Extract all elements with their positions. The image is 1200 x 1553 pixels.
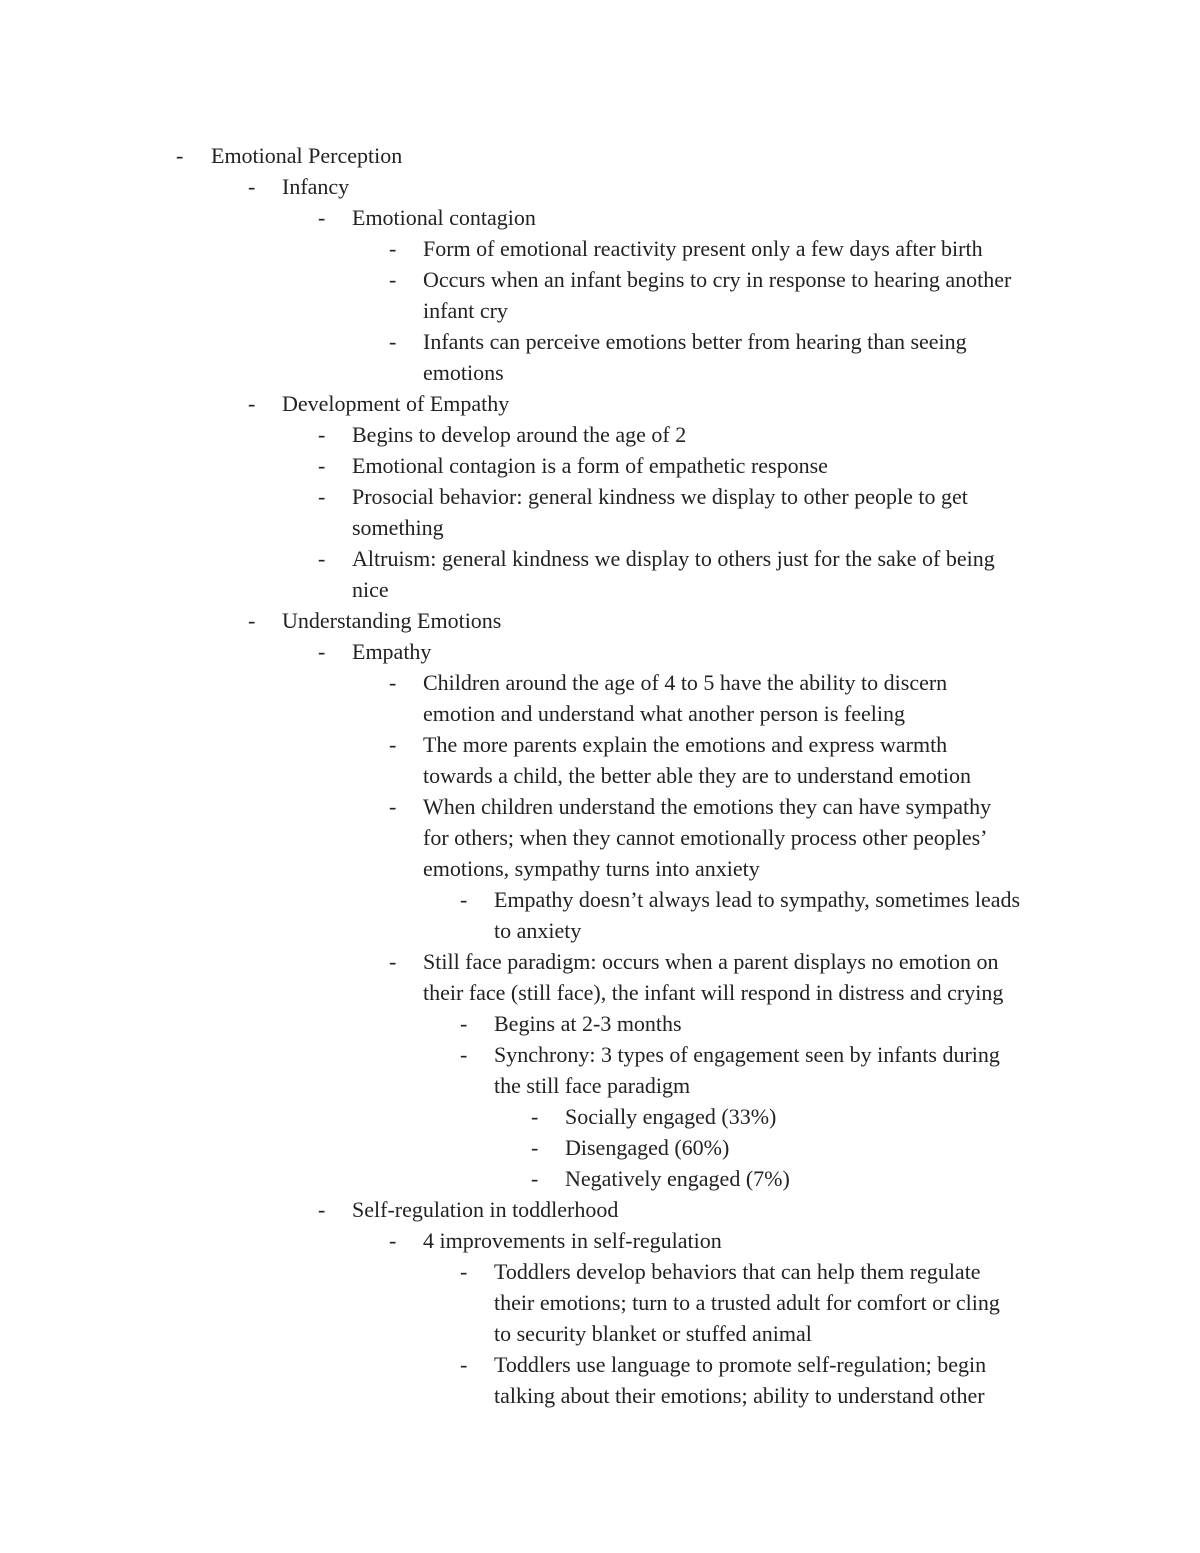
outline-text: Altruism: general kindness we display to others just for the sake of being: [352, 546, 995, 571]
outline-line: [0, 946, 1200, 977]
outline-text: Infants can perceive emotions better from hearing than seeing: [423, 329, 967, 354]
bullet-dash: -: [318, 1197, 326, 1222]
outline-line: [0, 791, 1200, 822]
outline-text: Prosocial behavior: general kindness we display to other people to get: [352, 484, 968, 509]
bullet-dash: -: [318, 205, 326, 230]
outline-continuation-line: [0, 574, 1200, 605]
outline-text: emotion and understand what another person is feeling: [423, 701, 906, 726]
outline-continuation-line: [0, 853, 1200, 884]
outline-line: [0, 481, 1200, 512]
bullet-dash: -: [318, 546, 326, 571]
bullet-dash: -: [460, 1011, 468, 1036]
outline-item: [0, 419, 1200, 450]
bullet-dash: -: [248, 174, 256, 199]
outline-text: Empathy: [352, 639, 432, 664]
outline-text: to anxiety: [494, 918, 582, 943]
document-page: [0, 140, 1200, 1411]
outline-text: nice: [352, 577, 389, 602]
outline-text: Infancy: [282, 174, 350, 199]
outline-line: [0, 1349, 1200, 1380]
outline-item: [0, 326, 1200, 388]
outline-item: [0, 884, 1200, 946]
outline-line: [0, 450, 1200, 481]
outline-item: [0, 636, 1200, 667]
bullet-dash: -: [176, 143, 184, 168]
outline-item: [0, 1194, 1200, 1225]
outline-continuation-line: [0, 760, 1200, 791]
outline-text: towards a child, the better able they are to understand emotion: [423, 763, 971, 788]
bullet-dash: -: [389, 1228, 397, 1253]
outline-line: [0, 1194, 1200, 1225]
outline-item: [0, 605, 1200, 636]
outline-text: Occurs when an infant begins to cry in response to hearing another: [423, 267, 1012, 292]
outline-item: [0, 1256, 1200, 1349]
outline-line: [0, 1132, 1200, 1163]
outline-text: emotions, sympathy turns into anxiety: [423, 856, 760, 881]
bullet-dash: -: [389, 732, 397, 757]
outline-text: Children around the age of 4 to 5 have the ability to discern: [423, 670, 948, 695]
outline-item: [0, 543, 1200, 605]
bullet-dash: -: [460, 1352, 468, 1377]
outline-item: [0, 264, 1200, 326]
outline-line: [0, 140, 1200, 171]
outline-line: [0, 171, 1200, 202]
outline-text: Still face paradigm: occurs when a parent displays no emotion on: [423, 949, 999, 974]
bullet-dash: -: [389, 267, 397, 292]
bullet-dash: -: [531, 1135, 539, 1160]
bullet-dash: -: [531, 1104, 539, 1129]
outline-item: [0, 1349, 1200, 1411]
outline-item: [0, 791, 1200, 884]
outline-line: [0, 1163, 1200, 1194]
outline-continuation-line: [0, 915, 1200, 946]
bullet-dash: -: [460, 887, 468, 912]
outline-text: talking about their emotions; ability to understand other: [494, 1383, 985, 1408]
outline-item: [0, 1225, 1200, 1256]
outline-text: Disengaged (60%): [565, 1135, 730, 1160]
outline-text: for others; when they cannot emotionally process other peoples’: [423, 825, 988, 850]
outline-text: Synchrony: 3 types of engagement seen by infants during: [494, 1042, 1000, 1067]
outline-line: [0, 326, 1200, 357]
outline-line: [0, 1225, 1200, 1256]
outline-text: Begins to develop around the age of 2: [352, 422, 687, 447]
outline-text: Toddlers develop behaviors that can help them regulate: [494, 1259, 981, 1284]
outline-text: Emotional contagion is a form of empathetic response: [352, 453, 828, 478]
outline-line: [0, 543, 1200, 574]
outline-item: [0, 202, 1200, 233]
outline-line: [0, 729, 1200, 760]
outline-item: [0, 946, 1200, 1008]
outline-continuation-line: [0, 1380, 1200, 1411]
outline-line: [0, 1008, 1200, 1039]
bullet-dash: -: [318, 484, 326, 509]
outline-text: the still face paradigm: [494, 1073, 691, 1098]
outline-line: [0, 419, 1200, 450]
outline-text: their face (still face), the infant will respond in distress and crying: [423, 980, 1004, 1005]
outline-item: [0, 388, 1200, 419]
outline-item: [0, 233, 1200, 264]
outline-text: The more parents explain the emotions and express warmth: [423, 732, 948, 757]
outline-text: Socially engaged (33%): [565, 1104, 777, 1129]
outline-continuation-line: [0, 295, 1200, 326]
bullet-dash: -: [318, 422, 326, 447]
outline-line: [0, 202, 1200, 233]
bullet-dash: -: [389, 949, 397, 974]
bullet-dash: -: [460, 1259, 468, 1284]
outline-item: [0, 140, 1200, 171]
outline-continuation-line: [0, 512, 1200, 543]
outline-text: Empathy doesn’t always lead to sympathy, sometimes leads: [494, 887, 1021, 912]
outline-text: Emotional contagion: [352, 205, 536, 230]
outline-line: [0, 264, 1200, 295]
outline-continuation-line: [0, 698, 1200, 729]
outline-item: [0, 1163, 1200, 1194]
outline-text: 4 improvements in self-regulation: [423, 1228, 722, 1253]
outline-continuation-line: [0, 1070, 1200, 1101]
outline-item: [0, 1008, 1200, 1039]
outline-text: Begins at 2-3 months: [494, 1011, 682, 1036]
outline-line: [0, 388, 1200, 419]
outline-text: Form of emotional reactivity present only a few days after birth: [423, 236, 983, 261]
outline-item: [0, 450, 1200, 481]
bullet-dash: -: [389, 794, 397, 819]
outline-text: something: [352, 515, 444, 540]
outline-line: [0, 667, 1200, 698]
bullet-dash: -: [389, 670, 397, 695]
bullet-dash: -: [531, 1166, 539, 1191]
outline-text: their emotions; turn to a trusted adult for comfort or cling: [494, 1290, 1000, 1315]
outline-line: [0, 636, 1200, 667]
outline-text: Toddlers use language to promote self-regulation; begin: [494, 1352, 987, 1377]
bullet-dash: -: [248, 608, 256, 633]
outline-continuation-line: [0, 1318, 1200, 1349]
bullet-dash: -: [389, 329, 397, 354]
bullet-dash: -: [460, 1042, 468, 1067]
bullet-dash: -: [318, 453, 326, 478]
outline-text: infant cry: [423, 298, 508, 323]
bullet-dash: -: [389, 236, 397, 261]
outline-line: [0, 1101, 1200, 1132]
outline-continuation-line: [0, 357, 1200, 388]
outline-item: [0, 481, 1200, 543]
outline-text: emotions: [423, 360, 504, 385]
outline-line: [0, 1256, 1200, 1287]
outline-continuation-line: [0, 822, 1200, 853]
outline-line: [0, 233, 1200, 264]
outline-text: to security blanket or stuffed animal: [494, 1321, 812, 1346]
outline-text: When children understand the emotions they can have sympathy: [423, 794, 992, 819]
outline-text: Self-regulation in toddlerhood: [352, 1197, 619, 1222]
bullet-dash: -: [318, 639, 326, 664]
outline-line: [0, 605, 1200, 636]
outline-item: [0, 1101, 1200, 1132]
outline-line: [0, 1039, 1200, 1070]
outline-text: Understanding Emotions: [282, 608, 502, 633]
outline-continuation-line: [0, 977, 1200, 1008]
outline-item: [0, 171, 1200, 202]
outline-item: [0, 1132, 1200, 1163]
outline-item: [0, 1039, 1200, 1101]
outline-text: Emotional Perception: [211, 143, 403, 168]
outline-item: [0, 667, 1200, 729]
outline-line: [0, 884, 1200, 915]
outline-continuation-line: [0, 1287, 1200, 1318]
outline-text: Development of Empathy: [282, 391, 510, 416]
outline-text: Negatively engaged (7%): [565, 1166, 790, 1191]
outline-item: [0, 729, 1200, 791]
bullet-dash: -: [248, 391, 256, 416]
